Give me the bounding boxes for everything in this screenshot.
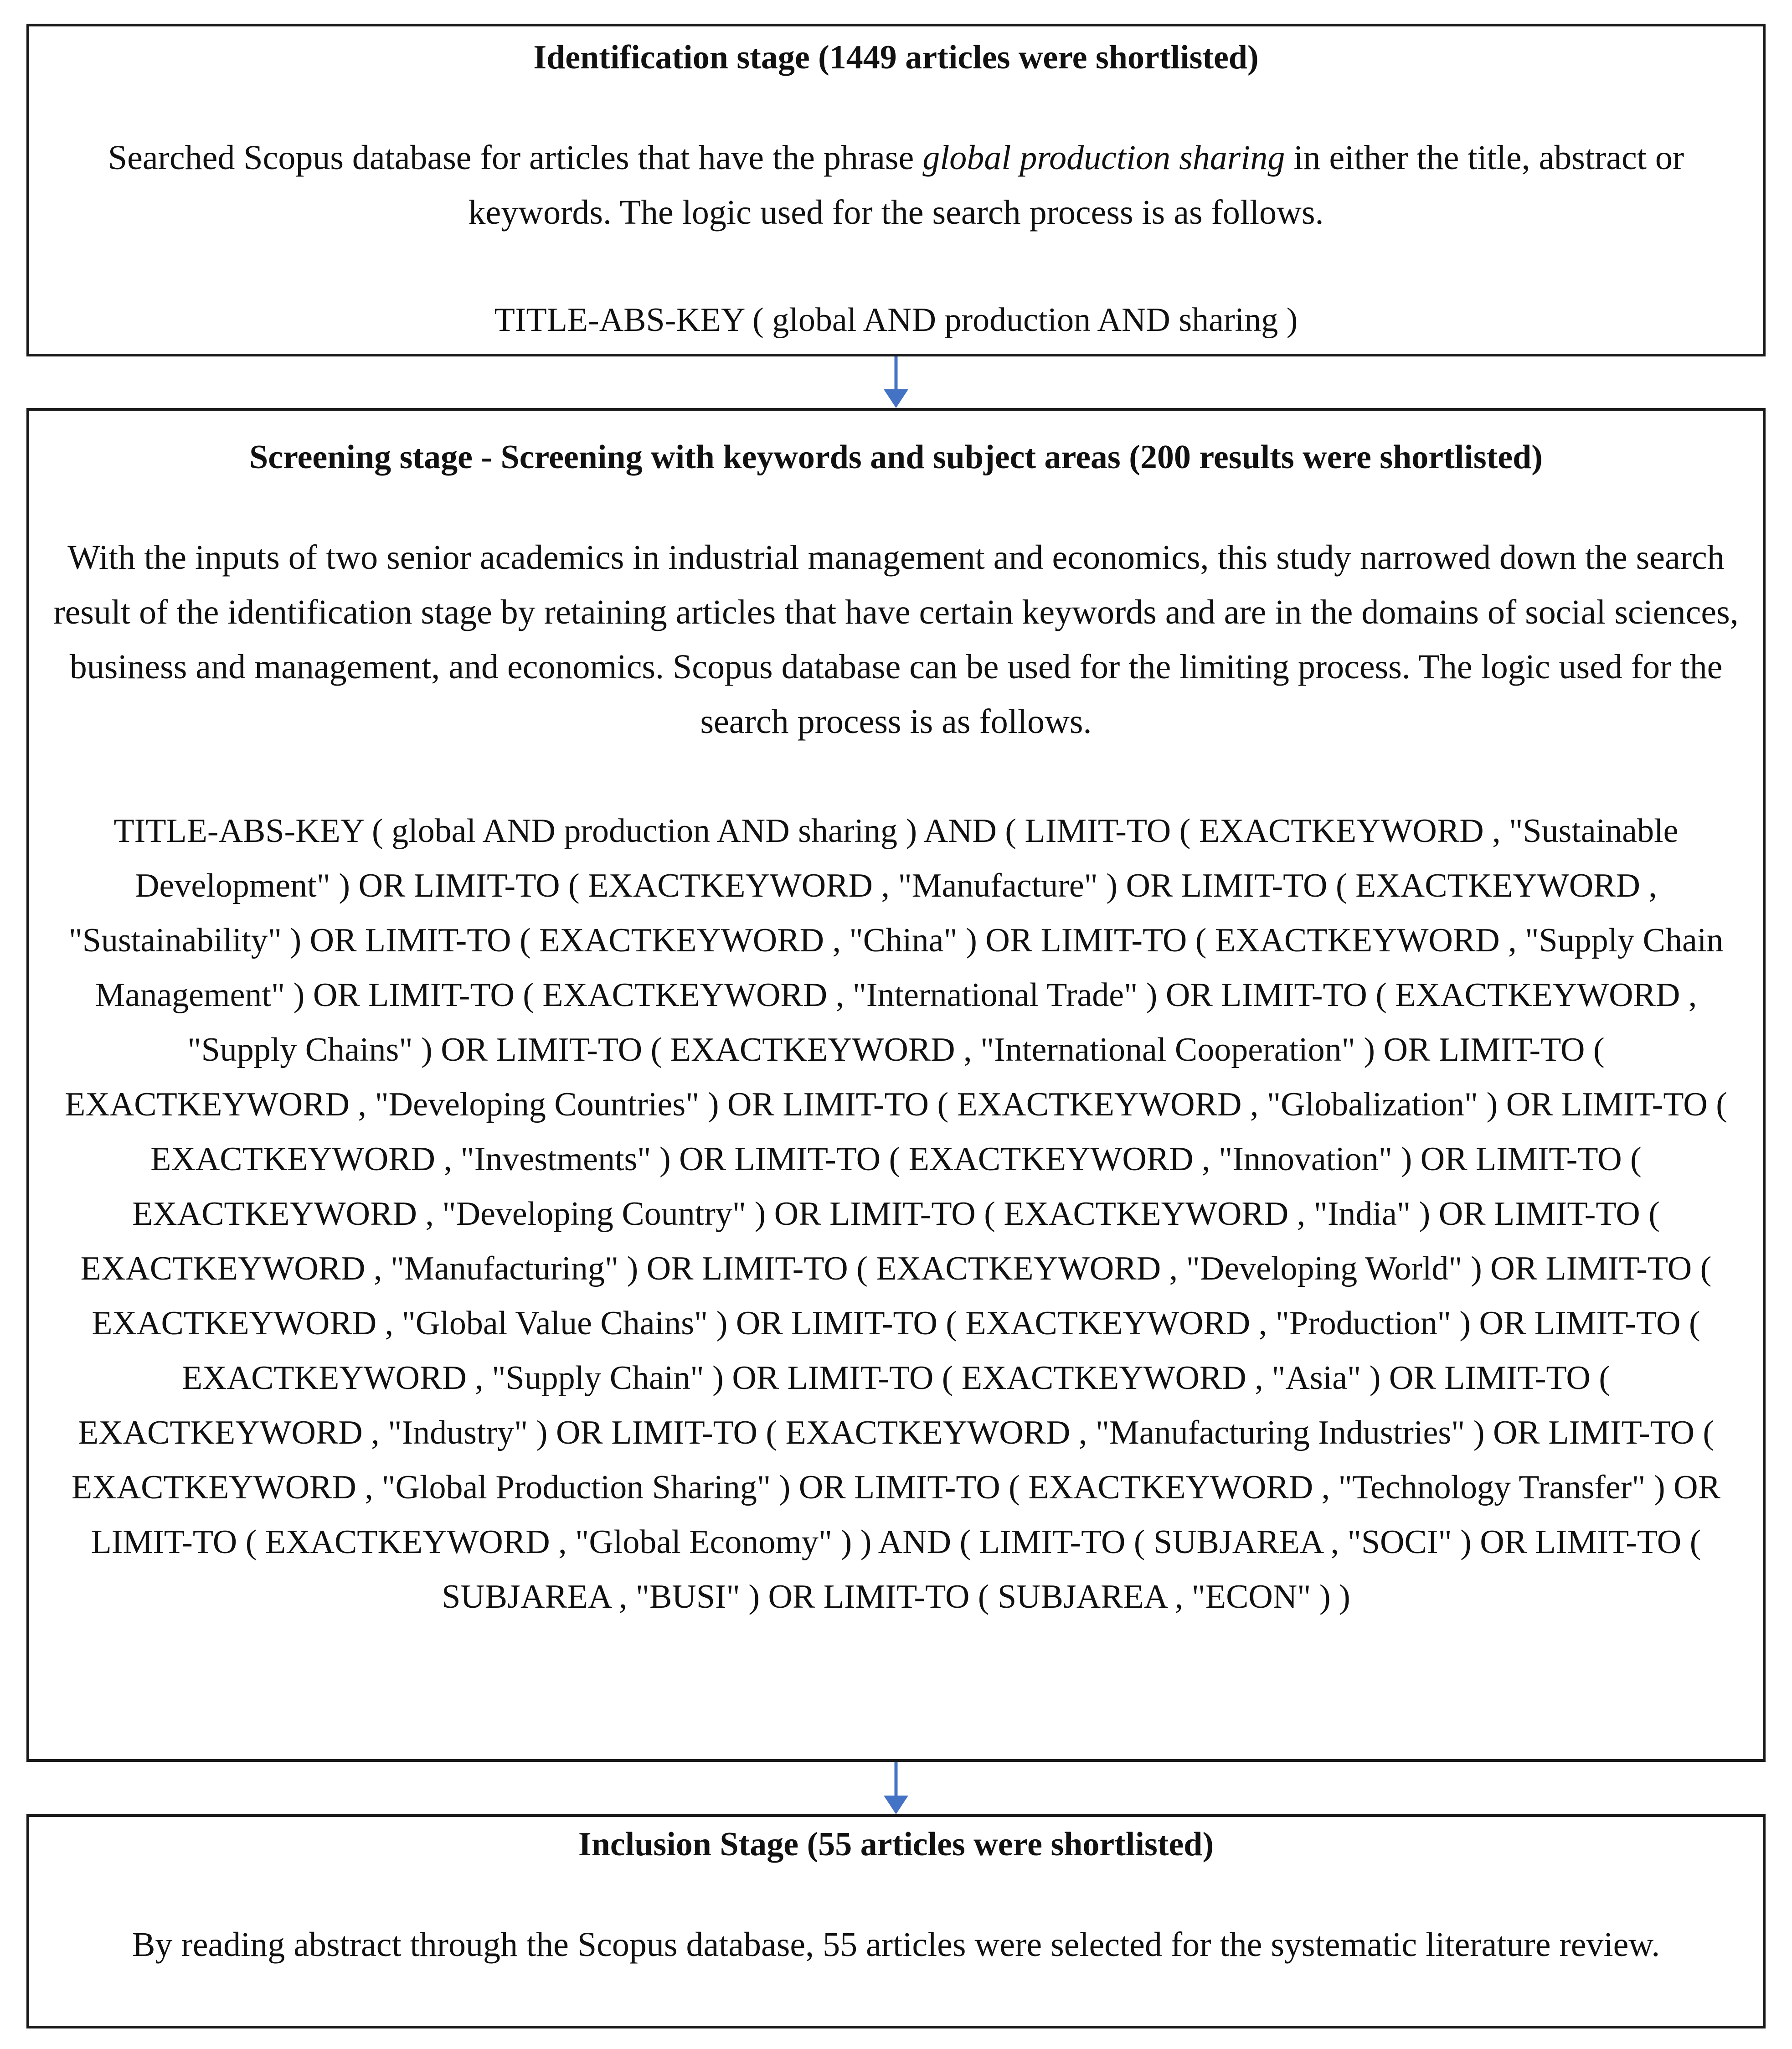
identification-phrase: global production sharing [922, 139, 1285, 177]
identification-stage-description [29, 130, 1763, 240]
identification-query: TITLE-ABS-KEY ( global AND production AND sharing ) [494, 301, 1298, 339]
screening-query: TITLE-ABS-KEY ( global AND production AND sharing ) AND ( LIMIT-TO ( EXACTKEYWORD , "Sustainable Development" ) OR LIMIT-TO ( EXACTKEYWORD , "Manufacture" ) OR LIMIT-TO ( EXACTKEYWORD , "Sustainability" ) OR LIMIT-TO ( EXACTKEYWORD , "China" ) OR LIMIT-TO ( EXACTKEYWORD , "Supply Chain Management" ) OR LIMIT-TO ( EXACTKEYWORD , "International Trade" ) OR LIMIT-TO ( EXACTKEYWORD , "Supply Chains" ) OR LIMIT-TO ( EXACTKEYWORD , "International Cooperation" ) OR LIMIT-TO ( EXACTKEYWORD , "Developing Countries" ) OR LIMIT-TO ( EXACTKEYWORD , "Globalization" ) OR LIMIT-TO ( EXACTKEYWORD , "Investments" ) OR LIMIT-TO ( EXACTKEYWORD , "Innovation" ) OR LIMIT-TO ( EXACTKEYWORD , "Developing Country" ) OR LIMIT-TO ( EXACTKEYWORD , "India" ) OR LIMIT-TO ( EXACTKEYWORD , "Manufacturing" ) OR LIMIT-TO ( EXACTKEYWORD , "Developing World" ) OR LIMIT-TO ( EXACTKEYWORD , "Global Value Chains" ) OR LIMIT-TO ( EXACTKEYWORD , "Production" ) OR LIMIT-TO ( EXACTKEYWORD , "Supply Chain" ) OR LIMIT-TO ( EXACTKEYWORD , "Asia" ) OR LIMIT-TO ( EXACTKEYWORD , "Industry" ) OR LIMIT-TO ( EXACTKEYWORD , "Manufacturing Industries" ) OR LIMIT-TO ( EXACTKEYWORD , "Global Production Sharing" ) OR LIMIT-TO ( EXACTKEYWORD , "Technology Transfer" ) OR LIMIT-TO ( EXACTKEYWORD , "Global Economy" ) ) AND ( LIMIT-TO ( SUBJAREA , "SOCI" ) OR LIMIT-TO ( SUBJAREA , "BUSI" ) OR LIMIT-TO ( SUBJAREA , "ECON" ) ) [65, 812, 1727, 1615]
inclusion-stage-description: By reading abstract through the Scopus database, 55 articles were selected for the systematic literature review. [132, 1925, 1660, 1964]
down-arrow-icon [881, 1762, 911, 1814]
inclusion-stage-box [26, 1814, 1766, 2028]
screening-stage-title: Screening stage - Screening with keywords and subject areas (200 results were shortlisted) [249, 439, 1543, 476]
screening-stage-box [26, 408, 1766, 1762]
inclusion-stage-title: Inclusion Stage (55 articles were shortlisted) [578, 1826, 1214, 1863]
identification-text-after: in either the title, abstract or keywords. The logic used for the search process is as follows. [468, 139, 1684, 232]
down-arrow-icon [881, 356, 911, 408]
identification-text-before: Searched Scopus database for articles that have the phrase [108, 139, 923, 177]
identification-stage-title: Identification stage (1449 articles were shortlisted) [533, 39, 1259, 76]
screening-stage-description: With the inputs of two senior academics in industrial management and economics, this study narrowed down the search result of the identification stage by retaining articles that have certain keywords and are in the domains of social sciences, business and management, and economics. Scopus database can be used for the limiting process. The logic used for the search process is as follows. [53, 538, 1739, 741]
flow-arrow-2 [881, 1762, 911, 1814]
identification-stage-box [26, 24, 1766, 356]
flow-arrow-1 [881, 356, 911, 408]
